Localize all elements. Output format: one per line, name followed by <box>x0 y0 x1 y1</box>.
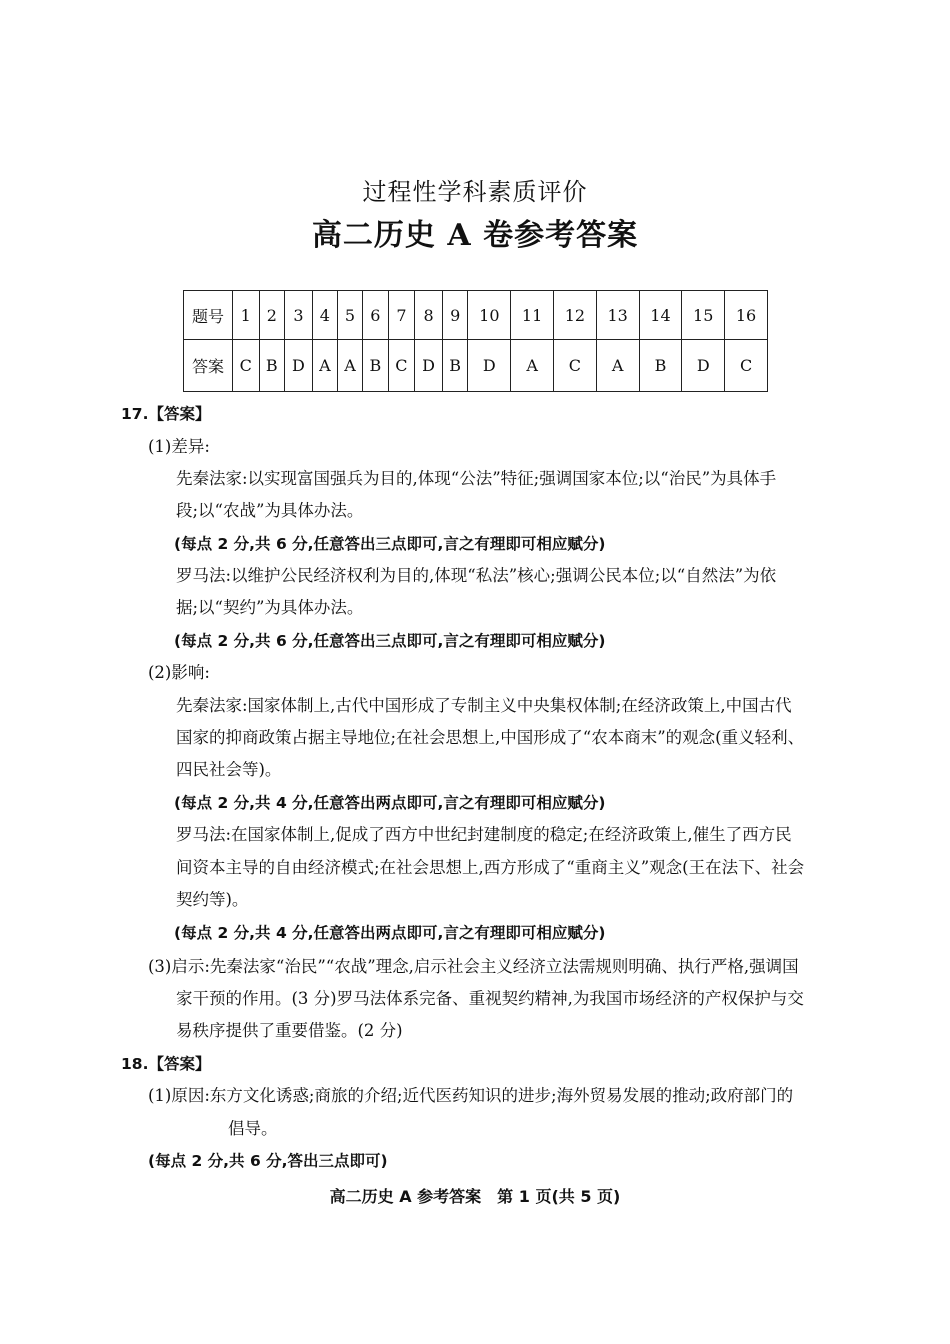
question-number: 10 <box>468 291 511 340</box>
answer-cell: A <box>511 340 554 392</box>
q17-part2-b-line: 间资本主导的自由经济模式;在社会思想上,西方形成了“重商主义”观念(王在法下、社会 <box>176 858 805 877</box>
q18-part1-line: 倡导。 <box>228 1119 278 1138</box>
q17-part2-a-score: (每点 2 分,共 4 分,任意答出两点即可,言之有理即可相应赋分) <box>174 794 606 812</box>
answer-cell: D <box>468 340 511 392</box>
q17-part2-a-line: 国家的抑商政策占据主导地位;在社会思想上,中国形成了“农本商末”的观念(重义轻利、 <box>176 728 805 747</box>
answer-cell: B <box>259 340 285 392</box>
answer-cell: C <box>725 340 768 392</box>
question-number: 2 <box>259 291 285 340</box>
question-number: 11 <box>511 291 554 340</box>
answer-cell: D <box>415 340 443 392</box>
q18-part1-line: (1)原因:东方文化诱惑;商旅的介绍;近代医药知识的进步;海外贸易发展的推动;政府部门的 <box>148 1086 794 1105</box>
answer-cell: B <box>363 340 389 392</box>
q17-part1-label: (1)差异: <box>148 437 210 456</box>
answer-cell: C <box>388 340 415 392</box>
table-row-answers <box>184 340 768 392</box>
page-footer: 高二历史 A 参考答案 第 1 页(共 5 页) <box>329 1187 621 1206</box>
q17-part2-a-line: 四民社会等)。 <box>176 760 282 779</box>
q17-part1-a-line: 段;以“农战”为具体办法。 <box>176 501 364 520</box>
question-number: 14 <box>639 291 682 340</box>
q17-part2-b-score: (每点 2 分,共 4 分,任意答出两点即可,言之有理即可相应赋分) <box>174 924 606 942</box>
document-title: 高二历史 A 卷参考答案 <box>311 218 639 253</box>
q17-part1-b-line: 据;以“契约”为具体办法。 <box>176 598 364 617</box>
question-number: 6 <box>363 291 389 340</box>
table-row-numbers <box>184 291 768 340</box>
row-label-answer: 答案 <box>184 340 233 392</box>
q17-part2-b-line: 罗马法:在国家体制上,促成了西方中世纪封建制度的稳定;在经济政策上,催生了西方民 <box>176 825 792 844</box>
question-number: 8 <box>415 291 443 340</box>
question-number: 5 <box>337 291 362 340</box>
q17-part3-line: 易秩序提供了重要借鉴。(2 分) <box>176 1021 403 1040</box>
answer-cell: C <box>554 340 597 392</box>
q17-part3-line: (3)启示:先秦法家“治民”“农战”理念,启示社会主义经济立法需规则明确、执行严格,强调国 <box>148 957 799 976</box>
question-number: 15 <box>682 291 725 340</box>
q18-heading: 18.【答案】 <box>121 1055 211 1073</box>
question-number: 16 <box>725 291 768 340</box>
q17-part1-b-score: (每点 2 分,共 6 分,任意答出三点即可,言之有理即可相应赋分) <box>174 632 606 650</box>
answer-cell: D <box>285 340 313 392</box>
question-number: 4 <box>312 291 337 340</box>
answer-cell: C <box>233 340 260 392</box>
document-subtitle: 过程性学科素质评价 <box>362 178 588 206</box>
answer-cell: B <box>442 340 468 392</box>
answer-cell: B <box>639 340 682 392</box>
q17-part2-label: (2)影响: <box>148 663 210 682</box>
answer-table <box>183 290 768 392</box>
q17-part1-a-score: (每点 2 分,共 6 分,任意答出三点即可,言之有理即可相应赋分) <box>174 535 606 553</box>
q18-part1-score: (每点 2 分,共 6 分,答出三点即可) <box>148 1152 388 1170</box>
answer-cell: D <box>682 340 725 392</box>
answer-cell: A <box>337 340 362 392</box>
question-number: 1 <box>233 291 260 340</box>
question-number: 9 <box>442 291 468 340</box>
answer-cell: A <box>596 340 639 392</box>
q17-part1-a-line: 先秦法家:以实现富国强兵为目的,体现“公法”特征;强调国家本位;以“治民”为具体手 <box>176 469 777 488</box>
q17-part2-a-line: 先秦法家:国家体制上,古代中国形成了专制主义中央集权体制;在经济政策上,中国古代 <box>176 696 792 715</box>
q17-part2-b-line: 契约等)。 <box>176 890 249 909</box>
q17-part1-b-line: 罗马法:以维护公民经济权利为目的,体现“私法”核心;强调公民本位;以“自然法”为依 <box>176 566 777 585</box>
q17-heading: 17.【答案】 <box>121 405 211 423</box>
question-number: 12 <box>554 291 597 340</box>
q17-part3-line: 家干预的作用。(3 分)罗马法体系完备、重视契约精神,为我国市场经济的产权保护与交 <box>176 989 804 1008</box>
question-number: 7 <box>388 291 415 340</box>
question-number: 3 <box>285 291 313 340</box>
answer-cell: A <box>312 340 337 392</box>
question-number: 13 <box>596 291 639 340</box>
row-label-question: 题号 <box>184 291 233 340</box>
